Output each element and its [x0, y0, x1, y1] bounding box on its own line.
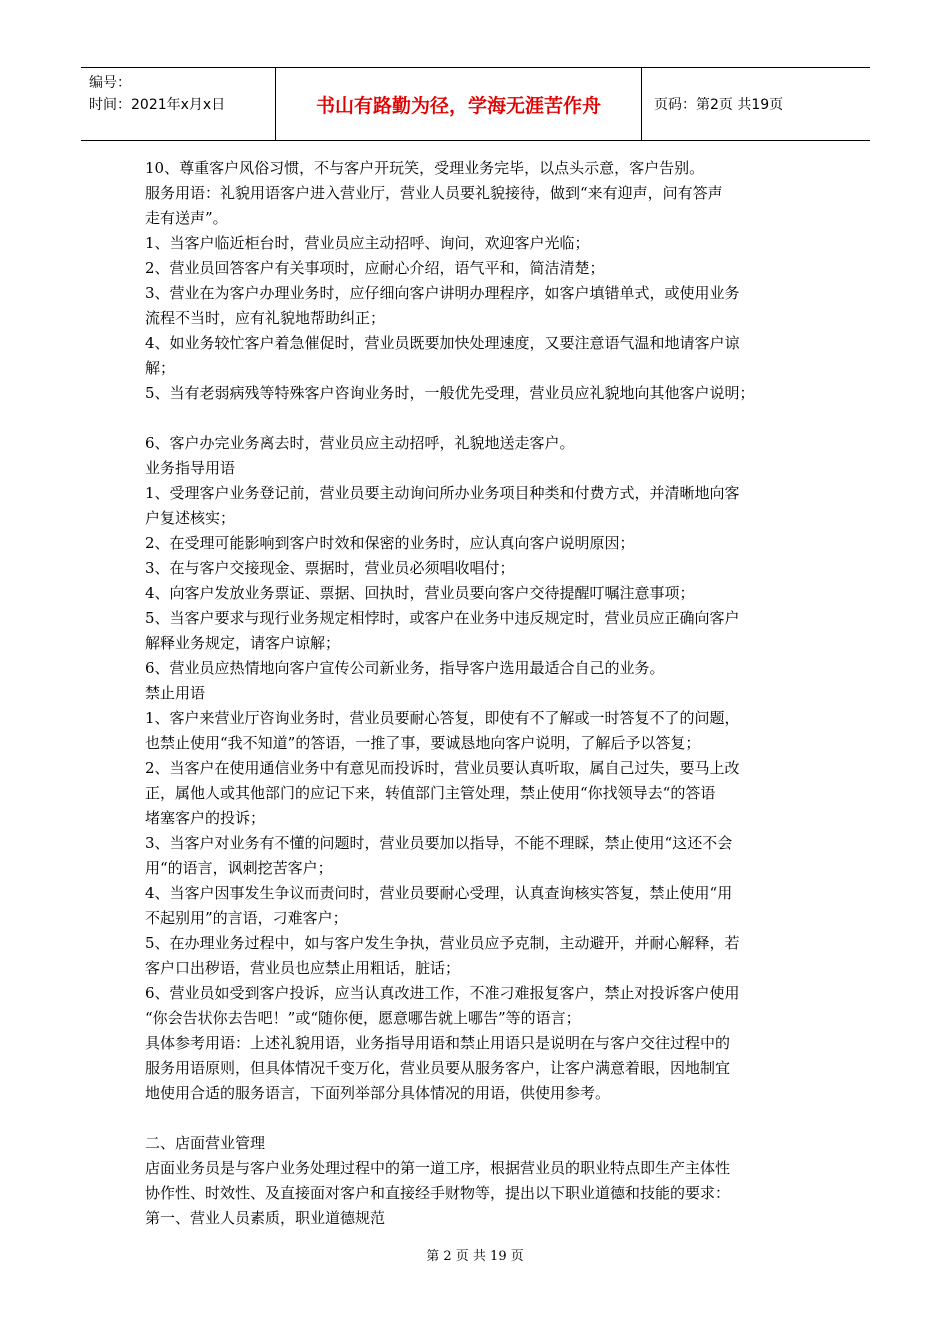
document-date-label: 时间：2021年x月x日 — [89, 97, 226, 113]
body-line: 走有送声”。 — [145, 209, 228, 227]
body-line: 1、受理客户业务登记前，营业员要主动询问所办业务项目种类和付费方式，并清晰地向客 — [145, 484, 740, 502]
body-line: 服务用语原则，但具体情况千变万化，营业员要从服务客户，让客户满意着眼，因地制宜 — [145, 1059, 731, 1077]
body-line: 客户口出秽语，营业员也应禁止用粗话，脏话； — [145, 959, 461, 977]
body-line: 堵塞客户的投诉； — [145, 809, 266, 827]
body-line: 业务指导用语 — [145, 459, 236, 477]
body-line: 协作性、时效性、及直接面对客户和直接经手财物等，提出以下职业道德和技能的要求： — [145, 1184, 731, 1202]
body-line: 4、向客户发放业务票证、票据、回执时，营业员要向客户交待提醒叮嘱注意事项； — [145, 584, 695, 602]
body-line: 5、当客户要求与现行业务规定相悖时，或客户在业务中违反规定时，营业员应正确向客户 — [145, 609, 740, 627]
body-line: 地使用合适的服务语言，下面列举部分具体情况的用语，供使用参考。 — [145, 1084, 611, 1102]
body-line: 正，属他人或其他部门的应记下来，转值部门主管处理，禁止使用“你找领导去“的答语 — [145, 784, 716, 802]
header-meta — [81, 68, 276, 140]
body-line: 6、客户办完业务离去时，营业员应主动招呼，礼貌地送走客户。 — [145, 434, 575, 452]
body-line: 流程不当时，应有礼貌地帮助纠正； — [145, 309, 386, 327]
body-line: 5、在办理业务过程中，如与客户发生争执，营业员应予克制，主动避开，并耐心解释，若 — [145, 934, 740, 952]
body-line: 4、如业务较忙客户着急催促时，营业员既要加快处理速度，又要注意语气温和地请客户谅 — [145, 334, 740, 352]
body-line: 用“的语言，讽刺挖苦客户； — [145, 859, 333, 877]
blank-line — [145, 406, 825, 431]
header-page-number: 页码：第2页 共19页 — [654, 97, 784, 113]
body-line: 户复述核实； — [145, 509, 236, 527]
body-line: 2、营业员回答客户有关事项时，应耐心介绍，语气平和，简洁清楚； — [145, 259, 605, 277]
body-line: “你会告状你去告吧！”或“随你便，愿意哪告就上哪告”等的语言； — [145, 1009, 581, 1027]
body-line: 3、在与客户交接现金、票据时，营业员必须唱收唱付； — [145, 559, 515, 577]
body-line: 2、当客户在使用通信业务中有意见而投诉时，营业员要认真听取，属自己过失，要马上改 — [145, 759, 740, 777]
header-motto: 书山有路勤为径，学海无涯苦作舟 — [276, 68, 642, 140]
body-line: 二、店面营业管理 — [145, 1134, 266, 1152]
body-line: 具体参考用语：上述礼貌用语，业务指导用语和禁止用语只是说明在与客户交往过程中的 — [145, 1034, 731, 1052]
body-line: 解释业务规定，请客户谅解； — [145, 634, 341, 652]
blank-line — [145, 1106, 825, 1131]
body-line: 10、尊重客户风俗习惯，不与客户开玩笑，受理业务完毕，以点头示意，客户告别。 — [145, 159, 705, 177]
body-line: 6、营业员应热情地向客户宣传公司新业务，指导客户选用最适合自己的业务。 — [145, 659, 665, 677]
body-line: 3、当客户对业务有不懂的问题时，营业员要加以指导，不能不理睬，禁止使用“这还不会 — [145, 834, 733, 852]
document-number-label: 编号： — [89, 75, 131, 91]
body-line: 2、在受理可能影响到客户时效和保密的业务时，应认真向客户说明原因； — [145, 534, 635, 552]
body-line: 1、当客户临近柜台时，营业员应主动招呼、询问，欢迎客户光临； — [145, 234, 590, 252]
body-line: 6、营业员如受到客户投诉，应当认真改进工作，不准刁难报复客户，禁止对投诉客户使用 — [145, 984, 740, 1002]
body-line: 第一、营业人员素质，职业道德规范 — [145, 1209, 386, 1227]
document-body — [145, 156, 825, 1231]
body-line: 3、营业在为客户办理业务时，应仔细向客户讲明办理程序，如客户填错单式，或使用业务 — [145, 284, 740, 302]
body-line: 服务用语：礼貌用语客户进入营业厅，营业人员要礼貌接待，做到“来有迎声，问有答声 — [145, 184, 723, 202]
page-footer: 第 2 页 共 19 页 — [426, 1249, 524, 1264]
body-line: 5、当有老弱病残等特殊客户咨询业务时，一般优先受理，营业员应礼貌地向其他客户说明； — [145, 384, 755, 402]
body-line: 禁止用语 — [145, 684, 206, 702]
body-line: 解； — [145, 359, 176, 377]
body-line: 1、客户来营业厅咨询业务时，营业员要耐心答复，即使有不了解或一时答复不了的问题， — [145, 709, 740, 727]
body-line: 不起别用”的言语，刁难客户； — [145, 909, 348, 927]
body-line: 4、当客户因事发生争议而责问时，营业员要耐心受理，认真查询核实答复，禁止使用“用 — [145, 884, 733, 902]
body-line: 也禁止使用“我不知道”的答语，一推了事，要诚恳地向客户说明，了解后予以答复； — [145, 734, 701, 752]
body-line: 店面业务员是与客户业务处理过程中的第一道工序，根据营业员的职业特点即生产主体性 — [145, 1159, 731, 1177]
page-header — [81, 67, 870, 141]
